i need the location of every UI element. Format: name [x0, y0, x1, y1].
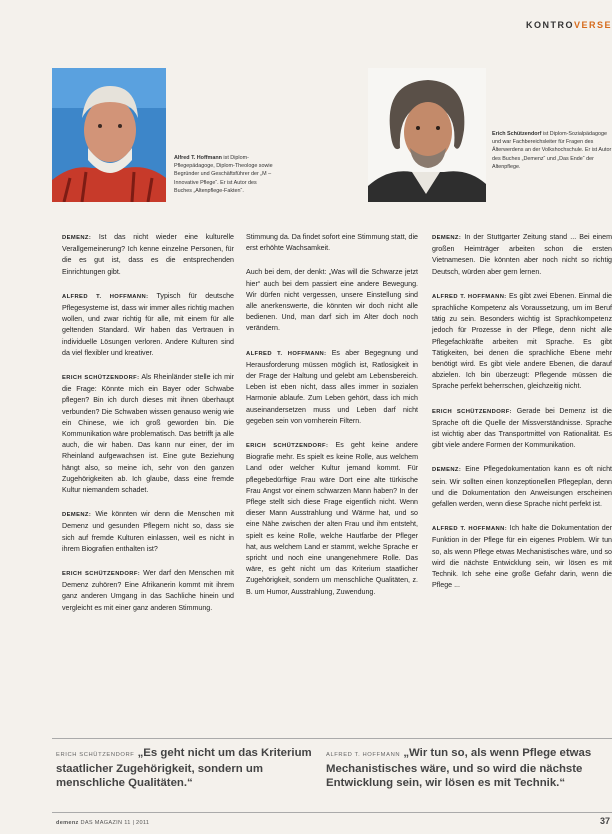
- speaker-label: ALFRED T. HOFFMANN:: [62, 293, 149, 300]
- article-paragraph: [62, 568, 234, 614]
- article-column-3: [432, 232, 612, 604]
- article-paragraph: [432, 523, 612, 591]
- paragraph-text: Ich halte die Dokumentation der Funktion in der Pflege für ein eigenes Problem. Wir tun so, als wenn Pflege etwas Mechanistisches wäre, und so wird die nächste Entwicklung sein, wir lösen es mit Technik. Ich sehe eine große Gefahr darin, wenn die Pflege ...: [432, 524, 612, 590]
- article-paragraph: [432, 464, 612, 510]
- paragraph-text: Es aber Begegnung und Herausforderung müssen möglich ist, Ratlosigkeit in der Frage der Haltung und gelebt am Lebensbereich. Leben ist eben nicht, dass alles immer in sozialen Harmonie ablaufe. Zum Leben gehört, dass ich mich auseinandersetzen muss und Leben darf nicht gegeben sein von vornherein Filtern.: [246, 348, 418, 425]
- pull-quote-hoffmann: [326, 746, 612, 790]
- paragraph-text: Ist das nicht wieder eine kulturelle Verallgemeinerung? Ich kenne einzelne Personen, für die es gut ist, dass es die entsprechenden Einrichtungen gibt.: [62, 233, 234, 276]
- pull-quote-text: „Es geht nicht um das Kriterium staatlicher Zugehörigkeit, sondern um menschliche Qualitäten.“: [56, 747, 312, 789]
- caption-hoffmann-name: Alfred T. Hoffmann: [174, 155, 222, 161]
- article-paragraph: [246, 440, 418, 598]
- article-paragraph: [62, 372, 234, 496]
- caption-hoffmann-text: ist Diplom-Pflegepädagoge, Diplom-Theologe sowie Begründer und Geschäftsführer der „M – Innovative Pflege“. Er ist Autor des Buches „Altenpflege-Fakten“.: [174, 155, 273, 194]
- paragraph-text: Stimmung da. Da findet sofort eine Stimmung statt, die erst erhöhte Wachsamkeit.: [246, 233, 418, 253]
- pull-quote-schuetzendorf: [56, 746, 316, 790]
- section-label: KONTROVERSE: [525, 20, 612, 30]
- quote-rule-bottom: [52, 812, 612, 813]
- paragraph-text: In der Stuttgarter Zeitung stand ... Bei einem großen Heimträger arbeiten schon die ersten Vietnamesen. Die könnten aber noch nicht so richtig Deutsch, würden aber gern lernen.: [432, 233, 612, 276]
- paragraph-text: Gerade bei Demenz ist die Sprache oft die Quelle der Missverständnisse. Sprache ist wichtig aber das Transportmittel von Rationalität. Es gibt viele andere Formen der Kommunikation.: [432, 406, 612, 450]
- article-column-2: [246, 232, 418, 611]
- article-paragraph: [432, 232, 612, 278]
- portrait-schuetzendorf-image: [368, 68, 486, 202]
- pull-quote-name: ALFRED T. HOFFMANN: [326, 752, 401, 758]
- article-paragraph: [246, 267, 418, 334]
- caption-schuetzendorf-name: Erich Schützendorf: [492, 131, 542, 137]
- paragraph-text: Es gibt zwei Ebenen. Einmal die sprachliche Kompetenz als Voraussetzung, um im Beruf tätig zu sein. Besonders wichtig ist Sprachkompetenz jedoch für Prozesse in der Pflege, denn nicht alle Pflegefachkräfte arbeiten mit Sprache. Es gibt Tätigkeiten, bei denen die sprachliche Ebene mehr benötigt wird. Es gibt viele andere Ebenen, die darauf abzielen. Ich bin überzeugt: Pflegende müssen die Sprache perfekt beherrschen, gleichzeitig nicht.: [432, 291, 612, 391]
- article-paragraph: [62, 291, 234, 359]
- article-paragraph: [246, 348, 418, 427]
- paragraph-text: Wie könnten wir denn die Menschen mit Demenz und gesunden Pflegern nicht so, dass sie sich auf fremde Kulturen einlassen, weil es nicht in ihrem Biografien enthalten ist?: [62, 510, 234, 553]
- speaker-label: DEMENZ:: [62, 235, 92, 241]
- page-footer: [56, 820, 149, 826]
- speaker-label: ALFRED T. HOFFMANN:: [432, 293, 507, 300]
- article-paragraph: [432, 291, 612, 393]
- speaker-label: ERICH SCHÜTZENDORF:: [62, 571, 141, 578]
- article-paragraph: [62, 232, 234, 278]
- speaker-label: ERICH SCHÜTZENDORF:: [246, 443, 329, 450]
- article-paragraph: [432, 406, 612, 452]
- caption-hoffmann: [174, 154, 274, 195]
- article-paragraph: [62, 509, 234, 555]
- speaker-label: ALFRED T. HOFFMANN:: [246, 350, 327, 357]
- paragraph-text: Typisch für deutsche Pflegesysteme ist, dass wir immer alles richtig machen wollen, und zwar richtig für alle, mit einem für alle geltenden Standard. Wir haben das Vertrauen in individuelle Lösungen verloren. Andere Kulturen sind da viel flexibler und kreativer.: [62, 291, 235, 357]
- speaker-label: ALFRED T. HOFFMANN:: [432, 526, 508, 533]
- quote-rule-top: [52, 738, 612, 739]
- paragraph-text: Auch bei dem, der denkt: „Was will die Schwarze jetzt hier“ auch bei dem passiert eine andere Bewegung. Wir dürfen nicht vergessen, unsere Einstellung sind alle anerkenswerte, die könnten wir doch nicht alle bedienen. Und, man darf sich im Alter doch noch verändern.: [246, 268, 418, 333]
- pull-quote-text: „Wir tun so, als wenn Pflege etwas Mechanistisches wäre, und so wird die nächste Entwicklung sein, wir lösen es mit Technik.“: [326, 747, 592, 789]
- article-column-1: [62, 232, 234, 627]
- page-number: 37: [599, 816, 610, 826]
- footer-issue: DAS MAGAZIN 11 | 2011: [80, 820, 150, 826]
- speaker-label: ERICH SCHÜTZENDORF:: [62, 375, 140, 382]
- portrait-hoffmann: [52, 68, 166, 202]
- pull-quote-name: ERICH SCHÜTZENDORF: [56, 752, 135, 758]
- footer-magazine: demenz: [56, 820, 79, 826]
- paragraph-text: Eine Pflegedokumentation kann es oft nicht sein. Wir sollten einen konzeptionellen Pflegeplan, denn und die Dokumentation den Anweisungen erscheinen gefallen werden, wenn diese Sprache nicht perfekt ist.: [432, 465, 612, 509]
- speaker-label: DEMENZ:: [432, 235, 462, 241]
- caption-schuetzendorf: [492, 130, 612, 171]
- portrait-schuetzendorf: [368, 68, 486, 202]
- speaker-label: ERICH SCHÜTZENDORF:: [432, 408, 512, 415]
- article-paragraph: [246, 232, 418, 254]
- speaker-label: DEMENZ:: [432, 467, 462, 474]
- paragraph-text: Als Rheinländer stelle ich mir die Frage: Könnte mich ein Bayer oder Schwabe pflegen? Bin ich durch dieses mit ihnen überhaupt verbunden? Die Schwaben wissen genauso wenig wie ein Chinese, wie ich groß geworden bin. Die Kommunikation wäre problematisch. Das betrifft ja alle auch, die wir haben. Das kann nur einer, der im Rheinland aufgewachsen ist. Eine gute Beziehung hängt also, so meine ich, sehr von den ganzen Zugehörigkeiten ab. Ich glaube, dass eine fremde Kultur niemandem schadet.: [62, 373, 234, 495]
- paragraph-text: Wer darf den Menschen mit Demenz zuhören? Eine Afrikanerin kommt mit ihrem ganz anderen Umgang in das Sachliche hinein und vergleicht es mit einer ganz anderen Stimmung.: [62, 569, 234, 612]
- paragraph-text: Es geht keine andere Biografie mehr. Es spielt es keine Rolle, aus welchem Land oder welcher Kultur jemand kommt. Für pflegebedürftige Frau wäre Dort eine alte türkische Frau Angst vor einem schwarzen Mann haben? In der Pflege stellt sich diese Frage eigentlich nicht. Wenn dieser Mann Ausstrahlung und Wärme hat, und so eine Nähe zwischen der alten Frau und ihm entsteht, spielt es keine Rolle, welche Hautfarbe der Pfleger hat, aus welchem Land er stammt, welche Sprache er spricht und noch eine unangenehmere Rolle. Das wäre, es geht nicht um das Kriterium staatlicher Zugehörigkeit, sondern um menschliche Qualitäten, z. B. um Humor, Ausstrahlung, Zuwendung.: [246, 441, 418, 596]
- portrait-hoffmann-image: [52, 68, 166, 202]
- caption-schuetzendorf-text: ist Diplom-Sozialpädagoge und war Fachbereichsleiter für Fragen des Älterwerdens an der Volkshochschule. Er ist Autor des Buches „Demenz“ und „Das Ende“ der Altenpflege.: [492, 131, 612, 170]
- speaker-label: DEMENZ:: [62, 512, 92, 519]
